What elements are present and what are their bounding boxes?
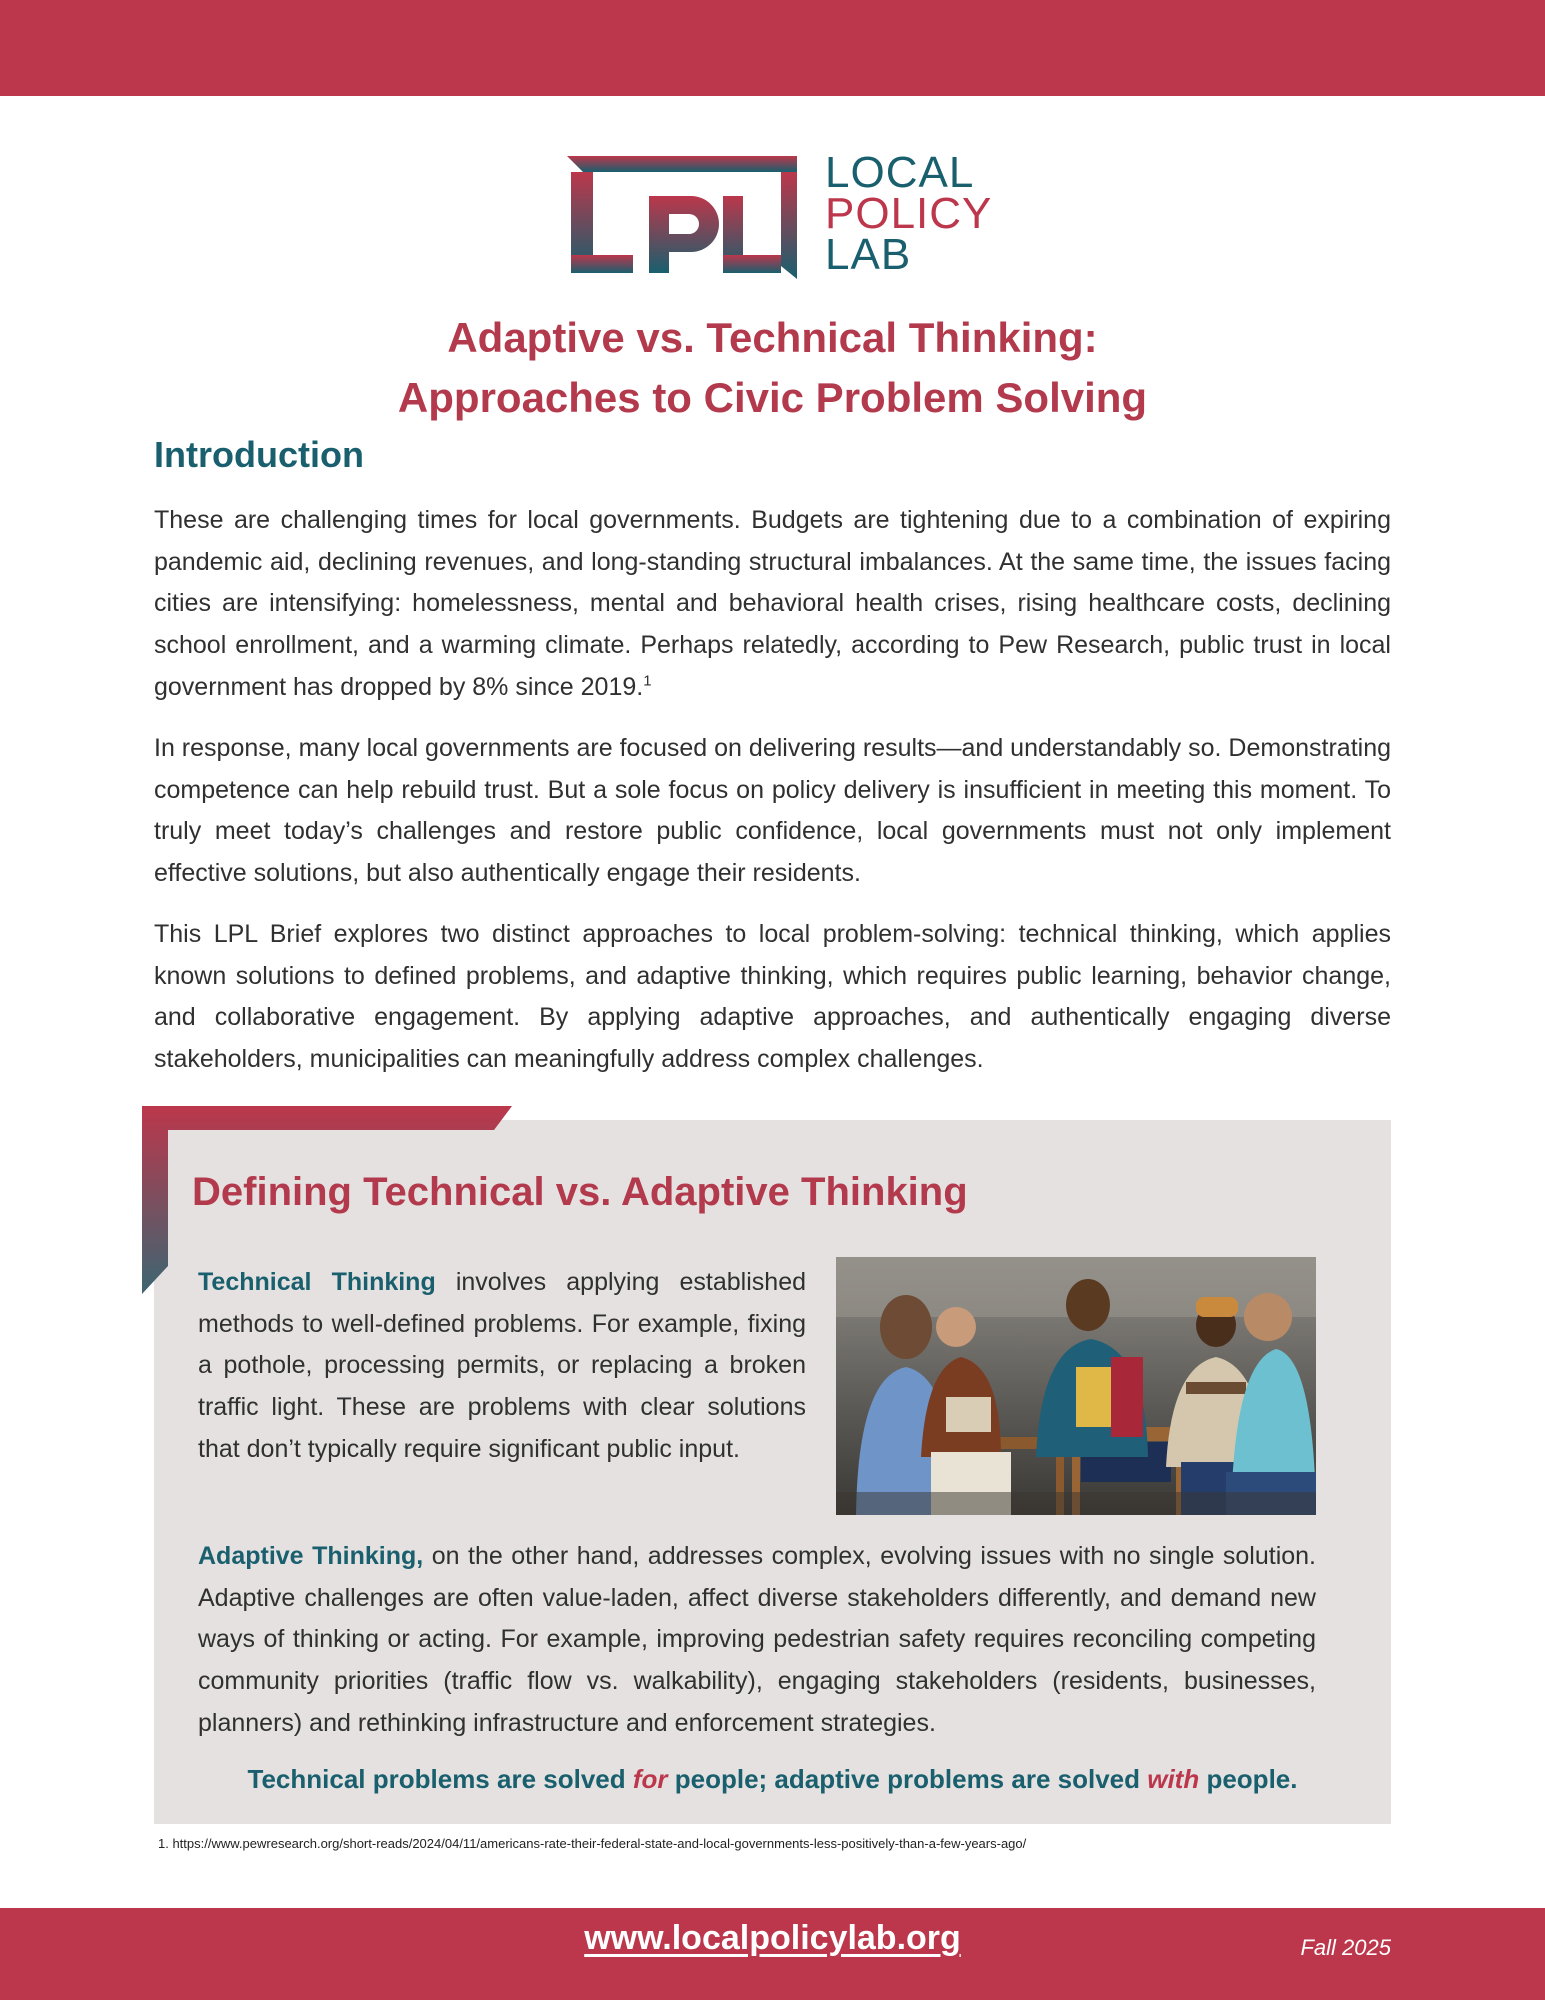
logo-line-local: LOCAL [825, 148, 975, 197]
top-banner [0, 0, 1545, 96]
title-line-1: Adaptive vs. Technical Thinking: [447, 314, 1098, 361]
key-takeaway-tagline [0, 1764, 1545, 1795]
logo-line-policy: POLICY [825, 189, 993, 238]
logo-line-lab: LAB [825, 230, 912, 279]
technical-thinking-text: involves applying established methods to well-defined problems. For example, fixing a pothole, processing permits, or replacing a broken traffic light. These are problems with clear solutions that don’t typically require significant public input. [198, 1268, 806, 1463]
technical-thinking-paragraph [198, 1262, 806, 1471]
intro-paragraph-2: In response, many local governments are focused on delivering results—and understandably so. Demonstrating competence can help rebuild trust. But a sole focus on policy delivery is insufficient in meeting this moment. To truly meet today’s challenges and restore public confidence, local governments must not only implement effective solutions, but also authentically engage their residents. [154, 734, 1391, 888]
tagline-for: for [632, 1764, 668, 1794]
adaptive-thinking-term: Adaptive Thinking, [198, 1542, 424, 1570]
tagline-part-b: people; adaptive problems are solved [667, 1764, 1148, 1794]
tagline-part-c: people. [1199, 1764, 1298, 1794]
adaptive-thinking-paragraph [198, 1536, 1316, 1745]
intro-paragraph-3: This LPL Brief explores two distinct approaches to local problem-solving: technical thinking, which applies known solutions to defined problems, and adaptive thinking, which requires public learning, behavior change, and collaborative engagement. By applying adaptive approaches, and authentically engaging diverse stakeholders, municipalities can meaningfully address complex challenges. [154, 920, 1391, 1074]
intro-paragraph-1-text: These are challenging times for local governments. Budgets are tightening due to a combination of expiring pandemic aid, declining revenues, and long-standing structural imbalances. At the same time, the issues facing cities are intensifying: homelessness, mental and behavioral health crises, rising healthcare costs, declining school enrollment, and a warming climate. Perhaps relatedly, according to Pew Research, public trust in local government has dropped by 8% since 2019. [154, 506, 1391, 701]
tagline-part-a: Technical problems are solved [247, 1764, 633, 1794]
adaptive-thinking-text: on the other hand, addresses complex, evolving issues with no single solution. Adaptive challenges are often value-laden, affect diverse stakeholders differently, and demand new ways of thinking or acting. For example, improving pedestrian safety requires reconciling competing community priorities (traffic flow vs. walkability), engaging stakeholders (residents, businesses, planners) and rethinking infrastructure and enforcement strategies. [198, 1542, 1317, 1737]
community-discussion-photo [836, 1257, 1316, 1515]
introduction-heading: Introduction [154, 434, 364, 475]
footnote-1[interactable]: 1. https://www.pewresearch.org/short-reads/2024/04/11/americans-rate-their-federal-state-and-local-governments-less-positively-than-a-few-years-ago/ [158, 1836, 1027, 1851]
publication-season: Fall 2025 [1300, 1935, 1391, 1960]
technical-thinking-term: Technical Thinking [198, 1268, 436, 1296]
lpl-logo-mark [567, 156, 807, 286]
intro-paragraph-1 [154, 500, 1391, 709]
definition-heading: Defining Technical vs. Adaptive Thinking [192, 1170, 968, 1214]
footnote-ref-1[interactable]: 1 [643, 672, 652, 690]
website-link[interactable]: www.localpolicylab.org [584, 1919, 961, 1957]
tagline-with: with [1147, 1764, 1200, 1794]
lpl-logo [567, 148, 1007, 286]
title-line-2: Approaches to Civic Problem Solving [397, 374, 1148, 421]
page-title [0, 308, 1545, 428]
